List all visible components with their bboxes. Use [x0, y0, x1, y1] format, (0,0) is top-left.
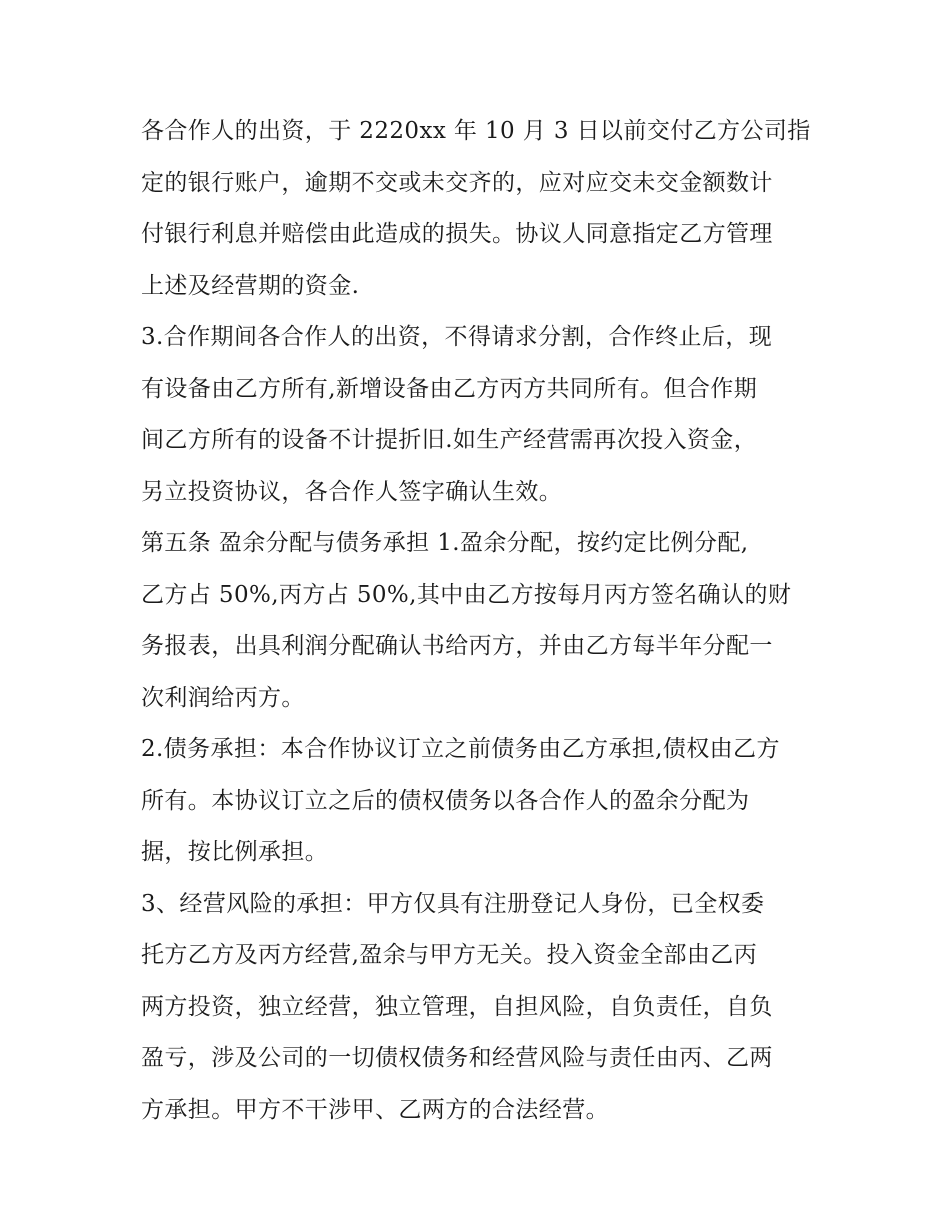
- document-body: [141, 106, 821, 1136]
- text-line: 3、经营风险的承担：甲方仅具有注册登记人身份，已全权委: [141, 890, 765, 917]
- text-line: 据，按比例承担。: [141, 839, 329, 865]
- text-line: 托方乙方及丙方经营,盈余与甲方无关。投入资金全部由乙丙: [141, 942, 758, 968]
- text-line: 另立投资协议，各合作人签字确认生效。: [141, 478, 563, 505]
- text-line: 上述及经营期的资金.: [141, 272, 360, 299]
- text-line: 各合作人的出资，于 2220xx 年 10 月 3 日以前交付乙方公司指: [141, 118, 811, 144]
- text-line: 务报表，出具利润分配确认书给丙方，并由乙方每半年分配一: [141, 633, 773, 659]
- text-line: 方承担。甲方不干涉甲、乙两方的合法经营。: [141, 1096, 609, 1123]
- text-line: 3.合作期间各合作人的出资，不得请求分割，合作终止后，现: [141, 324, 773, 350]
- text-line: 第五条 盈余分配与债务承担 1.盈余分配，按约定比例分配,: [141, 530, 749, 556]
- text-line: 次利润给丙方。: [141, 684, 305, 711]
- text-line: 定的银行账户，逾期不交或未交齐的，应对应交未交金额数计: [141, 169, 773, 196]
- text-line: 2.债务承担：本合作协议订立之前债务由乙方承担,债权由乙方: [141, 736, 780, 762]
- text-line: 有设备由乙方所有,新增设备由乙方丙方共同所有。但合作期: [141, 375, 758, 402]
- text-line: 两方投资，独立经营，独立管理，自担风险，自负责任，自负: [141, 993, 773, 1020]
- text-line: 付银行利息并赔偿由此造成的损失。协议人同意指定乙方管理: [141, 221, 773, 247]
- text-line: 盈亏，涉及公司的一切债权债务和经营风险与责任由丙、乙两: [141, 1045, 773, 1071]
- text-line: 乙方占 50%,丙方占 50%,其中由乙方按每月丙方签名确认的财: [141, 581, 792, 608]
- text-line: 所有。本协议订立之后的债权债务以各合作人的盈余分配为: [141, 787, 750, 814]
- text-line: 间乙方所有的设备不计提折旧.如生产经营需再次投入资金，: [141, 427, 758, 453]
